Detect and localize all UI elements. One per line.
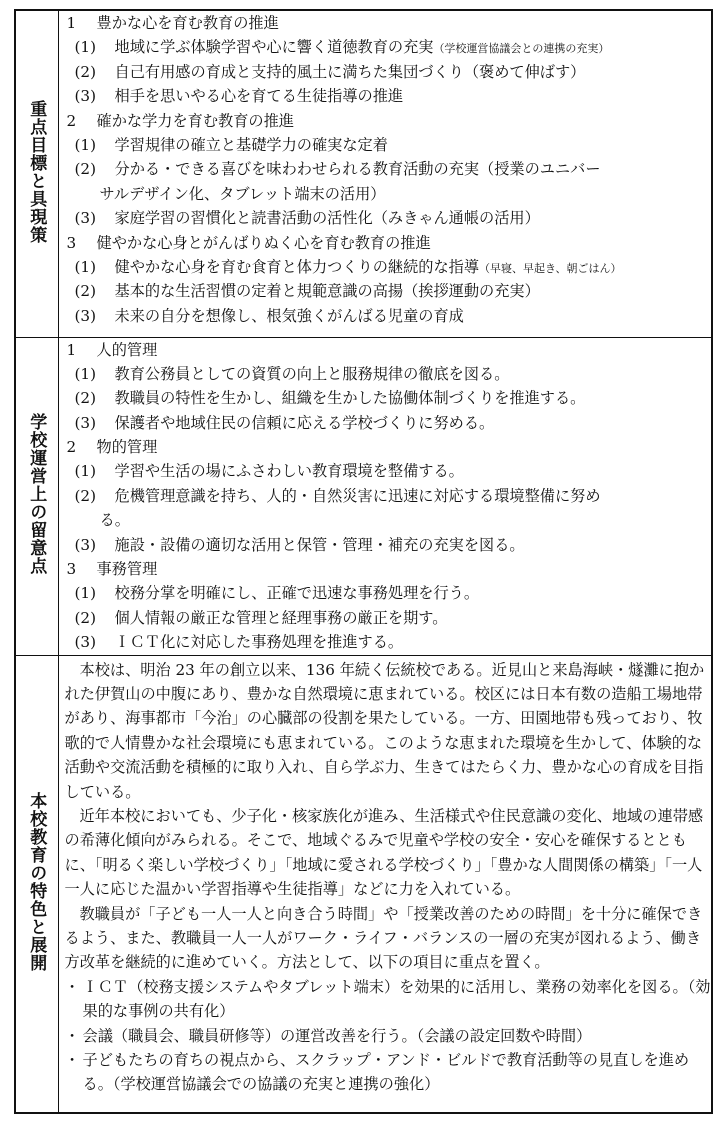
paragraph: 本校は、明治 23 年の創立以来、136 年続く伝統校である。近見山と来島海峡・燧灘に抱かれた伊賀山の中腹にあり、豊かな自然環境に恵まれている。校区には日本有数の造船工場地帯があり、海事都市「今治」の心臓部の役割を果たしている。一方、田園地帯も残っており、牧歌的で人情豊かな社会環境にも恵まれている。このような恵まれた環境を生かして、体験的な活動や交流活動を積極的に取り入れ、自ら学ぶ力、生きてはたらく力、豊かな心の育成を目指している。 bbox=[64, 660, 705, 801]
section-body bbox=[58, 337, 712, 655]
item-number: 3 bbox=[66, 560, 77, 579]
item-number: 1 bbox=[66, 340, 77, 359]
section-body bbox=[58, 655, 712, 1113]
item-number: (1) bbox=[74, 584, 97, 603]
section-heading: 学校運営上の留意点 bbox=[26, 413, 47, 576]
section-heading-cell bbox=[15, 337, 58, 655]
item-number: 1 bbox=[66, 14, 77, 32]
item-number: 2 bbox=[66, 111, 77, 130]
heading-line bbox=[59, 109, 712, 133]
item-text: サルデザイン化、タブレット端末の活用） bbox=[99, 184, 386, 203]
section-school-features bbox=[15, 655, 712, 1113]
item-text: 危機管理意識を持ち、人的・自然災害に迅速に対応する環境整備に努め bbox=[114, 486, 601, 505]
bullet-item bbox=[65, 1024, 712, 1048]
item-line bbox=[59, 606, 712, 630]
school-plan-table bbox=[14, 9, 713, 1114]
section-heading: 重点目標と具現策 bbox=[26, 99, 47, 244]
item-line bbox=[59, 304, 712, 328]
item-line bbox=[59, 411, 712, 435]
item-number: (1) bbox=[74, 38, 97, 57]
item-number: (1) bbox=[74, 462, 97, 481]
item-text: 相手を思いやる心を育てる生徒指導の推進 bbox=[114, 87, 404, 106]
item-line bbox=[59, 84, 712, 108]
item-text: 確かな学力を育む教育の推進 bbox=[96, 111, 294, 130]
bullet-item bbox=[65, 975, 712, 1024]
item-text: 健やかな心身とがんばりぬく心を育む教育の推進 bbox=[96, 233, 431, 252]
bullet-mark: ・ bbox=[64, 1051, 80, 1070]
item-text: 家庭学習の習慣化と読書活動の活性化（みきゃん通帳の活用） bbox=[114, 209, 540, 228]
item-number: (3) bbox=[74, 306, 97, 325]
item-line bbox=[59, 459, 712, 483]
item-text: 校務分掌を明確にし、正確で迅速な事務処理を行う。 bbox=[114, 584, 479, 603]
item-number: (2) bbox=[74, 608, 97, 627]
bullet-item bbox=[65, 1048, 712, 1097]
item-number: (2) bbox=[74, 389, 97, 408]
item-line bbox=[59, 533, 712, 557]
item-number: (3) bbox=[74, 413, 97, 432]
item-text: る。 bbox=[99, 511, 130, 530]
item-note: （早寝、早起き、朝ごはん） bbox=[479, 261, 622, 275]
section-heading-cell bbox=[15, 10, 58, 337]
item-line bbox=[59, 255, 712, 279]
item-text: 人的管理 bbox=[96, 340, 158, 359]
heading-line bbox=[59, 11, 712, 35]
section-management-notes bbox=[15, 337, 712, 655]
item-number: (1) bbox=[74, 364, 97, 383]
item-text: 健やかな心身を育む食育と体力つくりの継続的な指導 bbox=[114, 257, 479, 276]
item-line bbox=[59, 133, 712, 157]
features-text bbox=[59, 656, 712, 1097]
bullet-mark: ・ bbox=[64, 977, 80, 996]
item-number: (1) bbox=[74, 257, 97, 276]
item-number: (3) bbox=[74, 87, 97, 106]
bullet-text: ＩＣＴ（校務支援システムやタブレット端末）を効果的に活用し、業務の効率化を図る。（効果的な事例の共有化） bbox=[82, 977, 711, 1021]
item-line bbox=[59, 484, 712, 508]
item-text: 基本的な生活習慣の定着と規範意識の高揚（挨拶運動の充実） bbox=[114, 282, 540, 301]
item-note: （学校運営協議会との連携の充実） bbox=[433, 42, 610, 56]
bullet-mark: ・ bbox=[64, 1026, 80, 1045]
item-line bbox=[59, 386, 712, 410]
item-line bbox=[59, 157, 712, 181]
item-line bbox=[59, 362, 712, 386]
bullet-text: 子どもたちの育ちの視点から、スクラップ・アンド・ビルドで教育活動等の見直しを進める。（学校運営協議会での協議の充実と連携の強化） bbox=[82, 1051, 690, 1094]
item-number: (2) bbox=[74, 62, 97, 81]
section-heading: 本校教育の特色と展開 bbox=[26, 791, 47, 972]
item-text: 未来の自分を想像し、根気強くがんばる児童の育成 bbox=[114, 306, 464, 325]
item-text: 個人情報の厳正な管理と経理事務の厳正を期す。 bbox=[114, 608, 448, 627]
section-priority-goals bbox=[15, 10, 712, 337]
line-list bbox=[59, 11, 712, 328]
item-line bbox=[59, 206, 712, 230]
section-body bbox=[58, 10, 712, 337]
item-number: 3 bbox=[66, 233, 77, 252]
bullet-text: 会議（職員会、職員研修等）の運営改善を行う。（会議の設定回数や時間） bbox=[82, 1026, 592, 1045]
heading-line bbox=[59, 557, 712, 581]
item-number: 2 bbox=[66, 438, 77, 457]
item-number: (2) bbox=[74, 282, 97, 301]
item-text: 教職員の特性を生かし、組織を生かした協働体制づくりを推進する。 bbox=[114, 389, 586, 408]
item-line bbox=[59, 35, 712, 59]
item-text: ＩＣＴ化に対応した事務処理を推進する。 bbox=[114, 633, 404, 652]
item-text: 豊かな心を育む教育の推進 bbox=[96, 14, 279, 32]
section-heading-cell bbox=[15, 655, 58, 1113]
item-text: 教育公務員としての資質の向上と服務規律の徹底を図る。 bbox=[114, 364, 510, 383]
item-number: (3) bbox=[74, 535, 97, 554]
item-number: (2) bbox=[74, 486, 97, 505]
item-number: (3) bbox=[74, 633, 97, 652]
paragraph: 教職員が「子ども一人一人と向き合う時間」や「授業改善のための時間」を十分に確保できるよう、また、教職員一人一人がワーク・ライフ・バランスの一層の充実が図れるよう、働き方改革を継続的に進めていく。方法として、以下の項目に重点を置く。 bbox=[64, 904, 703, 972]
item-text: 学習規律の確立と基礎学力の確実な定着 bbox=[114, 135, 388, 154]
paragraph: 近年本校においても、少子化・核家族化が進み、生活様式や住民意識の変化、地域の連帯感の希薄化傾向がみられる。そこで、地域ぐるみで児童や学校の安全・安心を確保するとともに、「明るく楽しい学校づくり」「地域に愛される学校づくり」「豊かな人間関係の構築」「一人一人に応じた温かい学習指導や生徒指導」などに力を入れている。 bbox=[64, 807, 704, 899]
line-list bbox=[59, 338, 712, 655]
heading-line bbox=[59, 338, 712, 362]
item-text: 地域に学ぶ体験学習や心に響く道徳教育の充実 bbox=[114, 38, 434, 57]
item-text: 事務管理 bbox=[96, 560, 158, 579]
item-number: (2) bbox=[74, 160, 97, 179]
item-text: 自己有用感の育成と支持的風土に満ちた集団づくり（褒めて伸ばす） bbox=[114, 62, 586, 81]
item-text: 物的管理 bbox=[96, 438, 158, 457]
item-line bbox=[59, 60, 712, 84]
heading-line bbox=[59, 435, 712, 459]
item-line bbox=[59, 508, 712, 532]
item-line bbox=[59, 279, 712, 303]
item-text: 学習や生活の場にふさわしい教育環境を整備する。 bbox=[114, 462, 464, 481]
item-text: 分かる・できる喜びを味わわせられる教育活動の充実（授業のユニバー bbox=[114, 160, 601, 179]
item-text: 保護者や地域住民の信頼に応える学校づくりに努める。 bbox=[114, 413, 495, 432]
item-line bbox=[59, 182, 712, 206]
item-line bbox=[59, 630, 712, 654]
item-number: (3) bbox=[74, 209, 97, 228]
item-line bbox=[59, 581, 712, 605]
item-number: (1) bbox=[74, 135, 97, 154]
item-text: 施設・設備の適切な活用と保管・管理・補充の充実を図る。 bbox=[114, 535, 525, 554]
heading-line bbox=[59, 231, 712, 255]
